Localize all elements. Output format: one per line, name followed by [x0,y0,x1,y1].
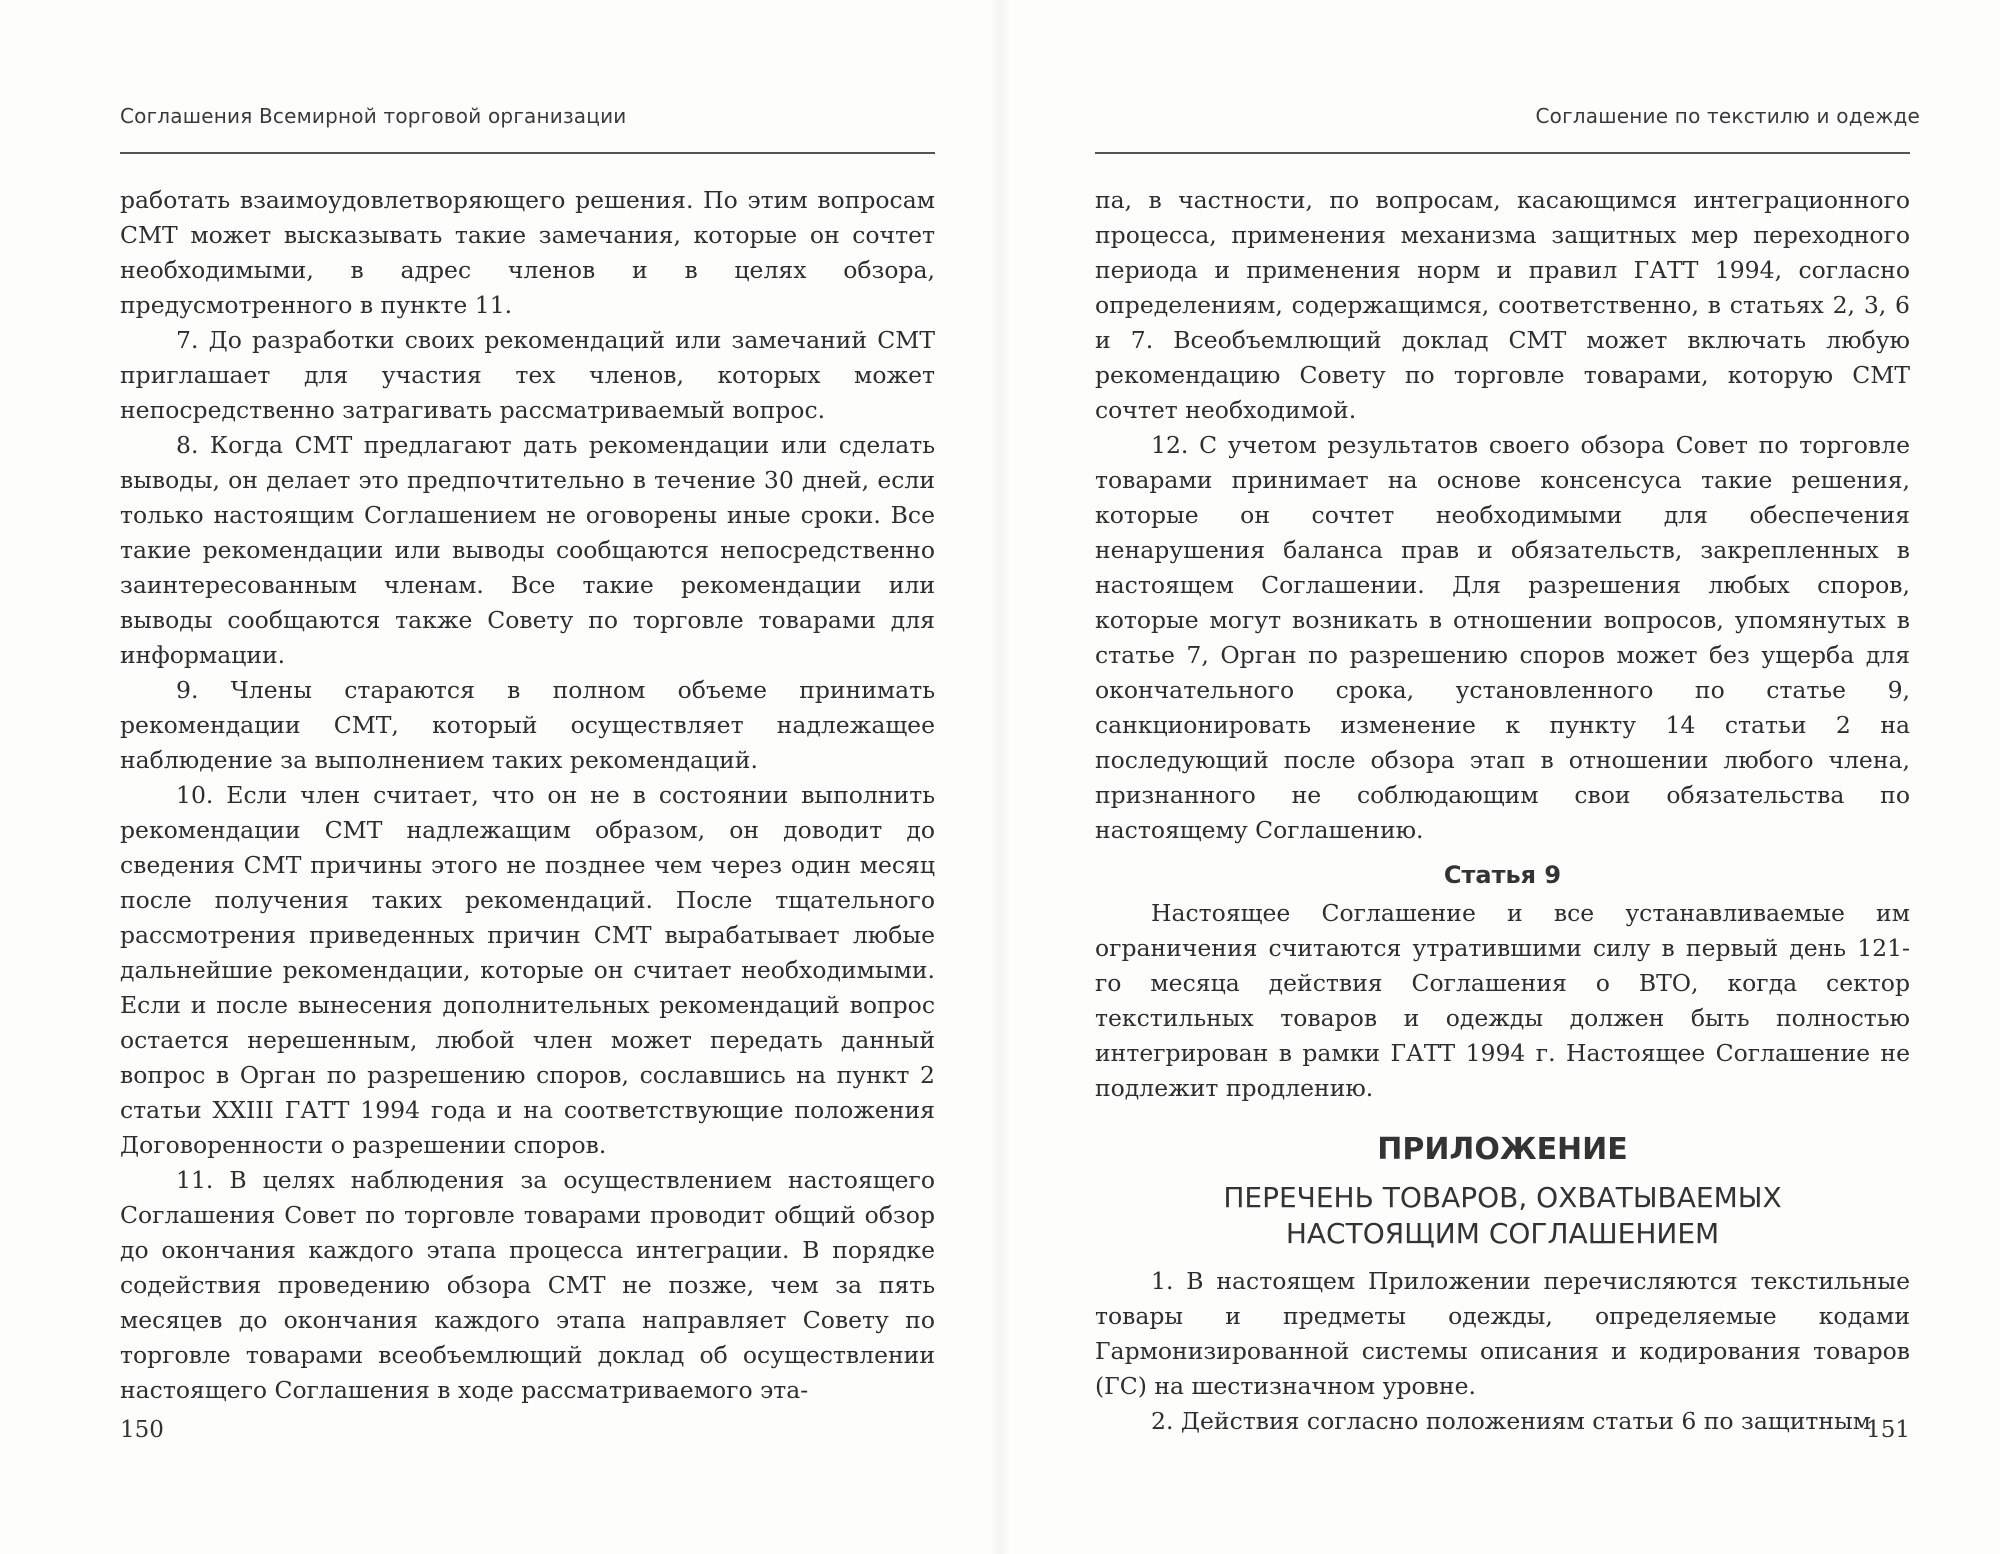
paragraph: 11. В целях наблюдения за осуществлением настоящего Соглашения Совет по торговле товарами проводит общий обзор до окончания каждого этапа процесса интеграции. В порядке содействия проведению обзора СМТ не позже, чем за пять месяцев до окончания каждого этапа направляет Совету по торговле товарами всеобъемлющий доклад об осуществлении настоящего Соглашения в ходе рассматриваемого эта- [120,1166,935,1404]
right-running-head: Соглашение по текстилю и одежде [1535,104,1920,128]
paragraph: Настоящее Соглашение и все устанавливаемые им ограничения считаются утратившими силу в первый день 121-го месяца действия Соглашения о ВТО, когда сектор текстильных товаров и одежды должен быть полностью интегрирован в рамки ГАТТ 1994 г. Настоящее Соглашение не подлежит продлению. [1095,899,1910,1102]
right-page-text [1095,183,1910,1439]
left-page-number: 150 [120,1417,164,1443]
paragraph: работать взаимоудовлетворяющего решения. По этим вопросам СМТ может высказывать такие замечания, которые он сочтет необходимыми, в адрес членов и в целях обзора, предусмотренного в пункте 11. [120,186,935,319]
right-page [1010,0,2000,1554]
paragraph: 10. Если член считает, что он не в состоянии выполнить рекомендации СМТ надлежащим образом, он доводит до сведения СМТ причины этого не позднее чем через один месяц после получения таких рекомендаций. После тщательного рассмотрения приведенных причин СМТ вырабатывает любые дальнейшие рекомендации, которые он считает необходимыми. Если и после вынесения дополнительных рекомендаций вопрос остается нерешенным, любой член может передать данный вопрос в Орган по разрешению споров, сославшись на пункт 2 статьи XXIII ГАТТ 1994 года и на соответствующие положения Договоренности о разрешении споров. [120,781,935,1159]
paragraph: 8. Когда СМТ предлагают дать рекомендации или сделать выводы, он делает это предпочтительно в течение 30 дней, если только настоящим Соглашением не оговорены иные сроки. Все такие рекомендации или выводы сообщаются непосредственно заинтересованным членам. Все такие рекомендации или выводы сообщаются также Совету по торговле товарами для информации. [120,431,935,669]
paragraph: 12. С учетом результатов своего обзора Совет по торговле товарами принимает на основе консенсуса такие решения, которые он сочтет необходимыми для обеспечения ненарушения баланса прав и обязательств, закрепленных в настоящем Соглашении. Для разрешения любых споров, которые могут возникать в отношении вопросов, упомянутых в статье 7, Орган по разрешению споров может без ущерба для окончательного срока, установленного по статье 9, санкционировать изменение к пункту 14 статьи 2 на последующий после обзора этап в отношении любого члена, признанного не соблюдающим свои обязательства по настоящему Соглашению. [1095,431,1910,844]
appendix-subtitle-line: ПЕРЕЧЕНЬ ТОВАРОВ, ОХВАТЫВАЕМЫХ [1223,1181,1782,1214]
appendix-title: ПРИЛОЖЕНИЕ [1377,1132,1628,1167]
left-header-rule [120,152,935,154]
right-header-rule [1095,152,1910,154]
paragraph: па, в частности, по вопросам, касающимся интеграционного процесса, применения механизма защитных мер переходного периода и применения норм и правил ГАТТ 1994, согласно определениям, содержащимся, соответственно, в статьях 2, 3, 6 и 7. Всеобъемлющий доклад СМТ может включать любую рекомендацию Совету по торговле товарами, которую СМТ сочтет необходимой. [1095,186,1910,424]
paragraph: 2. Действия согласно положениям статьи 6 по защитным [1151,1407,1872,1435]
paragraph: 1. В настоящем Приложении перечисляются текстильные товары и предметы одежды, определяемые кодами Гармонизированной системы описания и кодирования товаров (ГС) на шестизначном уровне. [1095,1267,1910,1400]
appendix-subtitle [1095,1180,1910,1252]
left-page [0,0,990,1554]
book-gutter [990,0,1010,1554]
right-page-number: 151 [1866,1417,1910,1443]
article-heading: Статья 9 [1443,861,1562,889]
left-running-head: Соглашения Всемирной торговой организации [120,104,627,128]
left-page-text [120,183,935,1408]
appendix-subtitle-line: НАСТОЯЩИМ СОГЛАШЕНИЕМ [1285,1217,1720,1250]
paragraph: 9. Члены стараются в полном объеме принимать рекомендации СМТ, который осуществляет надлежащее наблюдение за выполнением таких рекомендаций. [120,676,935,774]
paragraph: 7. До разработки своих рекомендаций или замечаний СМТ приглашает для участия тех членов, которых может непосредственно затрагивать рассматриваемый вопрос. [120,326,935,424]
